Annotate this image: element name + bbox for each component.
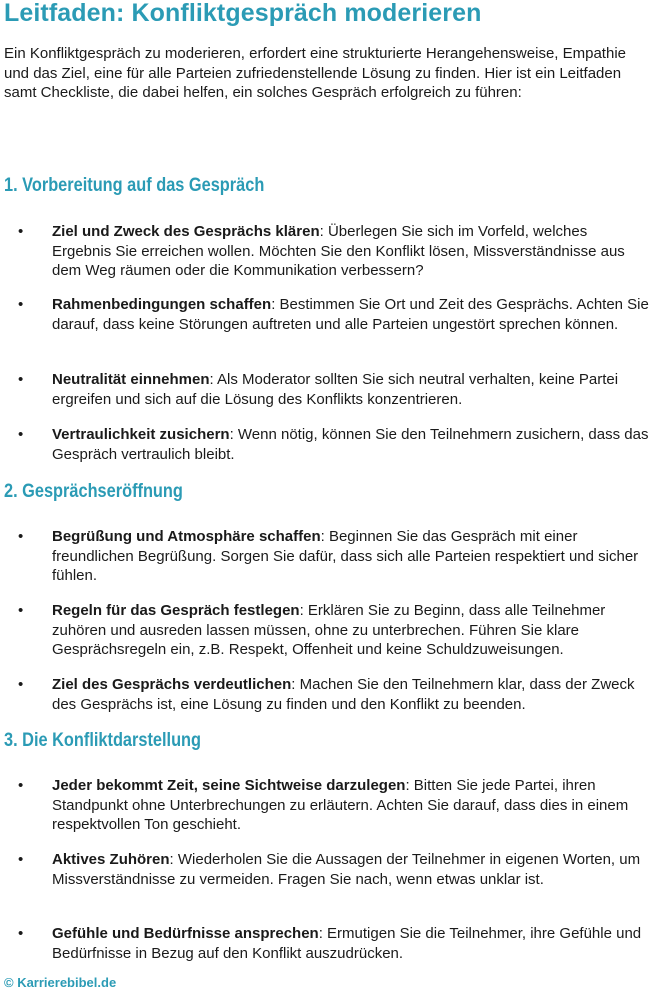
bullet-icon: • [18, 223, 24, 240]
bullet-icon: • [18, 925, 24, 942]
list-item [52, 295, 650, 334]
page-title: Leitfaden: Konfliktgespräch moderieren [4, 0, 482, 27]
bullet-icon: • [18, 296, 24, 313]
item-term: Ziel und Zweck des Gesprächs klären [52, 223, 320, 240]
item-text: : Wenn nötig, können Sie den Teilnehmern zusichern, dass das Gespräch vertraulich bleibt. [52, 426, 649, 463]
list-item [52, 370, 650, 409]
list-item [52, 222, 650, 281]
item-text: : Bestimmen Sie Ort und Zeit des Gesprächs. Achten Sie darauf, dass keine Störungen auftreten und alle Parteien ungestört sprechen können. [52, 296, 649, 333]
item-text: : Erklären Sie zu Beginn, dass alle Teilnehmer zuhören und ausreden lassen müssen, ohne zu unterbrechen. Führen Sie klare Gesprächsregeln ein, z.B. Respekt, Offenheit und keine Schuldzuweisungen. [52, 602, 606, 658]
item-term: Gefühle und Bedürfnisse ansprechen [52, 925, 319, 942]
item-text: : Bitten Sie jede Partei, ihren Standpunkt ohne Unterbrechungen zu erläutern. Achten Sie darauf, dass dies in einem respektvollen Ton geschieht. [52, 777, 629, 833]
intro-paragraph: Ein Konfliktgespräch zu moderieren, erfordert eine strukturierte Herangehensweise, Empathie und das Ziel, eine für alle Parteien zufriedenstellende Lösung zu finden. Hier ist ein Leitfaden samt Checkliste, die dabei helfen, ein solches Gespräch erfolgreich zu führen: [4, 45, 626, 101]
section-heading: 1. Vorbereitung auf das Gespräch [4, 175, 265, 196]
item-term: Neutralität einnehmen [52, 371, 210, 388]
list-item [52, 850, 650, 889]
item-term: Jeder bekommt Zeit, seine Sichtweise darzulegen [52, 777, 406, 794]
item-text: : Als Moderator sollten Sie sich neutral verhalten, keine Partei ergreifen und sich auf die Lösung des Konflikts konzentrieren. [52, 371, 619, 408]
item-text: : Ermutigen Sie die Teilnehmer, ihre Gefühle und Bedürfnisse in Bezug auf den Konflikt auszudrücken. [52, 925, 642, 962]
list-item [52, 601, 650, 660]
item-text: : Überlegen Sie sich im Vorfeld, welches Ergebnis Sie erreichen wollen. Möchten Sie den Konflikt lösen, Missverständnisse aus dem Weg räumen oder die Kommunikation verbessern? [52, 223, 625, 279]
list-item [52, 776, 650, 835]
item-text: : Machen Sie den Teilnehmern klar, dass der Zweck des Gesprächs ist, eine Lösung zu finden und den Konflikt zu beenden. [52, 676, 635, 713]
item-text: : Wiederholen Sie die Aussagen der Teilnehmer in eigenen Worten, um Missverständnisse zu vermeiden. Fragen Sie nach, wenn etwas unklar ist. [52, 851, 641, 888]
footer-copyright: © Karrierebibel.de [4, 975, 117, 990]
bullet-icon: • [18, 676, 24, 693]
section-heading: 2. Gesprächseröffnung [4, 481, 183, 502]
section-heading: 3. Die Konfliktdarstellung [4, 730, 202, 751]
list-item [52, 527, 650, 586]
list-item [52, 924, 650, 963]
bullet-icon: • [18, 528, 24, 545]
item-term: Rahmenbedingungen schaffen [52, 296, 272, 313]
list-item [52, 425, 650, 464]
item-term: Begrüßung und Atmosphäre schaffen [52, 528, 321, 545]
item-term: Aktives Zuhören [52, 851, 170, 868]
bullet-icon: • [18, 371, 24, 388]
item-text: : Beginnen Sie das Gespräch mit einer freundlichen Begrüßung. Sorgen Sie dafür, dass sich alle Parteien respektiert und sicher fühlen. [52, 528, 639, 584]
bullet-icon: • [18, 426, 24, 443]
item-term: Regeln für das Gespräch festlegen [52, 602, 300, 619]
item-term: Vertraulichkeit zusichern [52, 426, 230, 443]
bullet-icon: • [18, 851, 24, 868]
list-item [52, 675, 650, 714]
item-term: Ziel des Gesprächs verdeutlichen [52, 676, 292, 693]
bullet-icon: • [18, 602, 24, 619]
bullet-icon: • [18, 777, 24, 794]
